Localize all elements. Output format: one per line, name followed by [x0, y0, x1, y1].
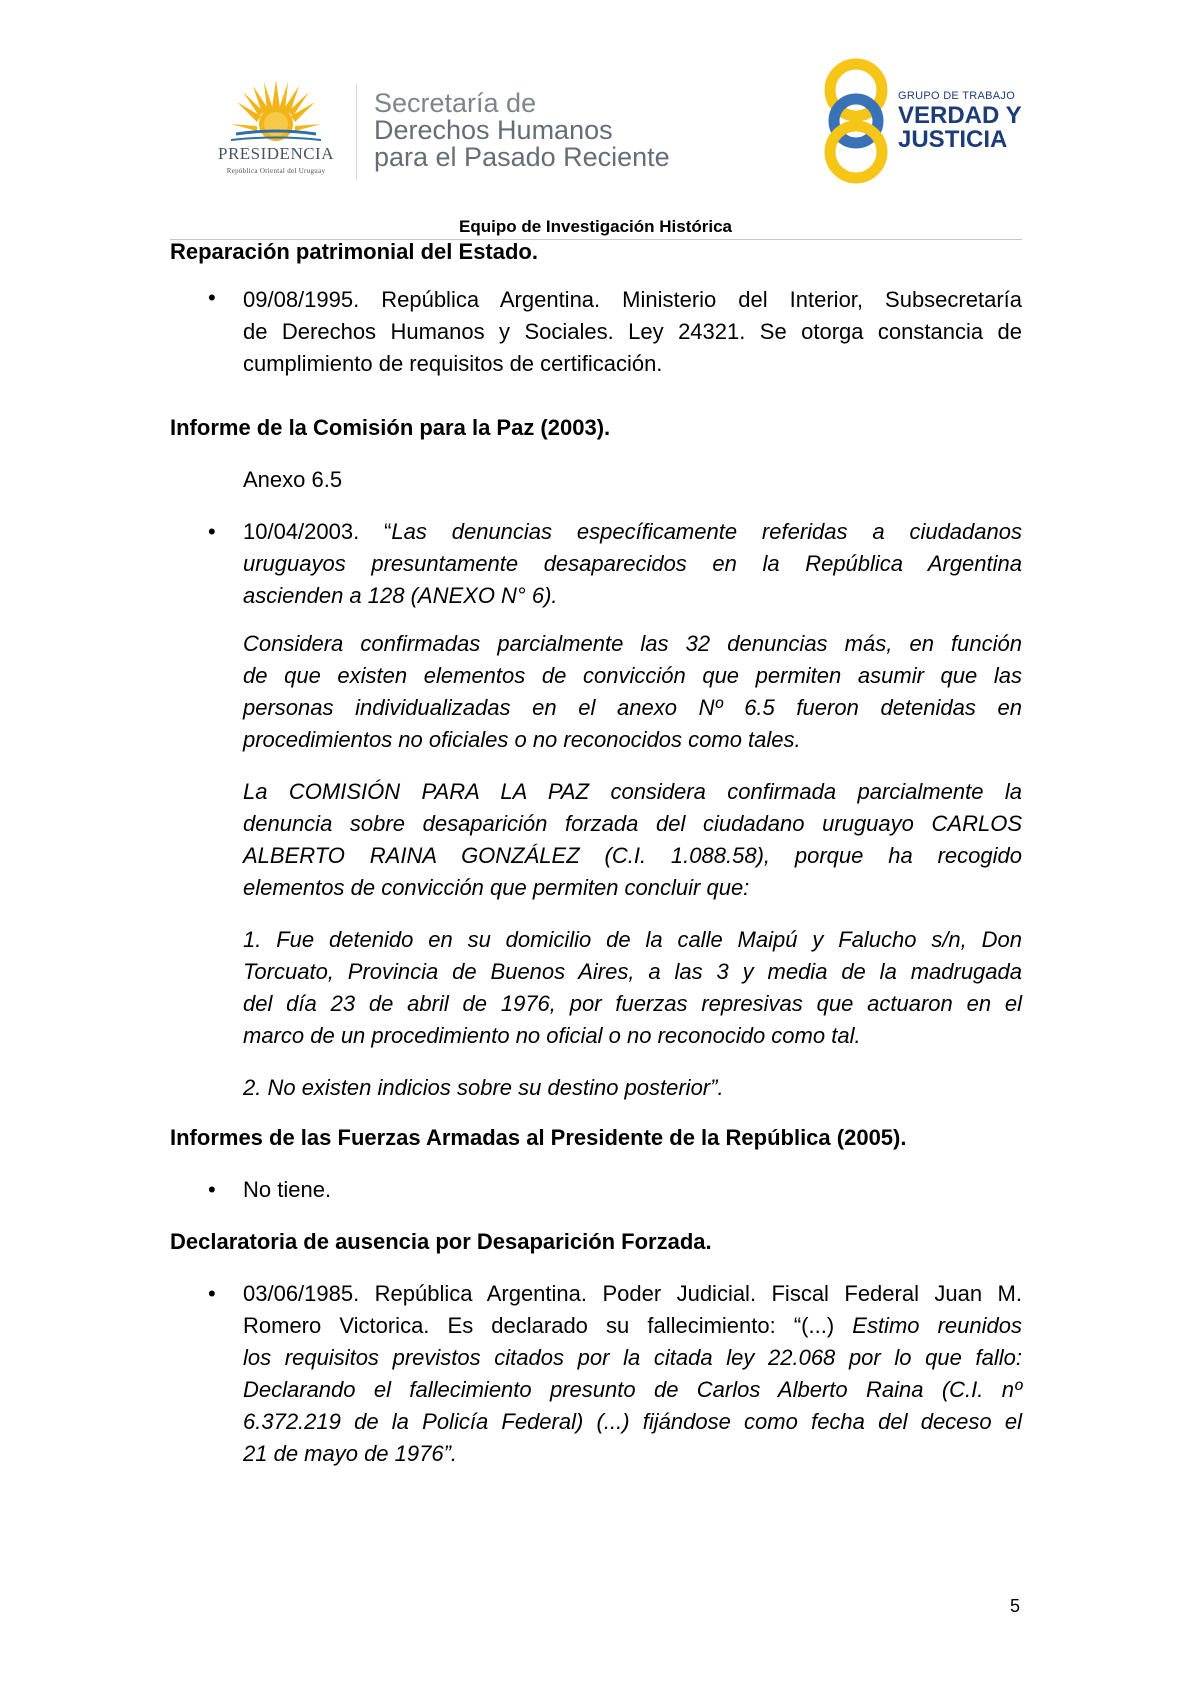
paragraph: 2. No existen indicios sobre su destino posterior”.	[243, 1075, 724, 1100]
presidencia-subtitle: República Oriental del Uruguay	[226, 167, 326, 175]
presidencia-name: PRESIDENCIA	[217, 144, 334, 163]
verdad-justicia-logo	[818, 58, 1038, 184]
annex-label: Anexo 6.5	[243, 467, 343, 492]
paragraph: 03/06/1985. República Argentina. Poder Judicial. Fiscal Federal Juan M. Romero Victorica. Es declarado su fallecimiento: “(...) Estimo reunidos los requisitos previstos citados por la citada ley 22.068 por lo que fallo: Declarando el fallecimiento presunto de Carlos Alberto Raina (C.I. nº 6.372.219 de la Policía Federal) (...) fijándose como fecha del deceso el 21 de mayo de 1976”.	[243, 1281, 1022, 1466]
bullet-dot: •	[208, 1177, 216, 1202]
grupo-justicia: JUSTICIA	[898, 126, 1008, 153]
section-heading: Informes de las Fuerzas Armadas al Presidente de la República (2005).	[170, 1125, 907, 1150]
logo-divider	[356, 84, 357, 180]
paragraph: 1. Fue detenido en su domicilio de la calle Maipú y Falucho s/n, Don Torcuato, Provincia de Buenos Aires, a las 3 y media de la madrugada del día 23 de abril de 1976, por fuerzas represivas que actuaron en el marco de un procedimiento no oficial o no reconocido como tal.	[243, 927, 1022, 1048]
secretaria-line-3: para el Pasado Reciente	[374, 142, 670, 172]
presidencia-logo	[196, 78, 356, 178]
bullet-dot: •	[208, 1281, 216, 1306]
paragraph: Considera confirmadas parcialmente las 32 denuncias más, en función de que existen elementos de convicción que permiten asumir que las personas individualizadas en el anexo Nº 6.5 fueron detenidas en procedimientos no oficiales o no reconocidos como tales.	[243, 631, 1022, 752]
interlocking-rings-icon	[818, 58, 894, 184]
paragraph: No tiene.	[243, 1177, 332, 1202]
grupo-label: GRUPO DE TRABAJO	[898, 90, 1016, 102]
grupo-verdad: VERDAD Y	[898, 102, 1022, 129]
paragraph: La COMISIÓN PARA LA PAZ considera confirmada parcialmente la denuncia sobre desaparición forzada del ciudadano uruguayo CARLOS ALBERTO RAINA GONZÁLEZ (C.I. 1.088.58), porque ha recogido elementos de convicción que permiten concluir que:	[243, 779, 1022, 900]
section-heading: Reparación patrimonial del Estado.	[170, 239, 538, 264]
page-header	[0, 0, 1191, 236]
secretaria-title	[374, 90, 670, 171]
sun-icon	[231, 78, 321, 144]
bullet-dot: •	[208, 285, 216, 310]
section-heading: Informe de la Comisión para la Paz (2003).	[170, 415, 611, 440]
team-title: Equipo de Investigación Histórica	[459, 217, 732, 236]
page-number: 5	[1010, 1596, 1021, 1616]
secretaria-line-2: Derechos Humanos	[374, 115, 613, 145]
secretaria-line-1: Secretaría de	[374, 88, 537, 118]
paragraph: 10/04/2003. “Las denuncias específicamente referidas a ciudadanos uruguayos presuntamente desaparecidos en la República Argentina ascienden a 128 (ANEXO N° 6).	[243, 519, 1022, 608]
section-heading: Declaratoria de ausencia por Desaparición Forzada.	[170, 1229, 712, 1254]
paragraph: 09/08/1995. República Argentina. Ministerio del Interior, Subsecretaría de Derechos Humanos y Sociales. Ley 24321. Se otorga constancia de cumplimiento de requisitos de certificación.	[243, 287, 1022, 376]
bullet-dot: •	[208, 519, 216, 544]
